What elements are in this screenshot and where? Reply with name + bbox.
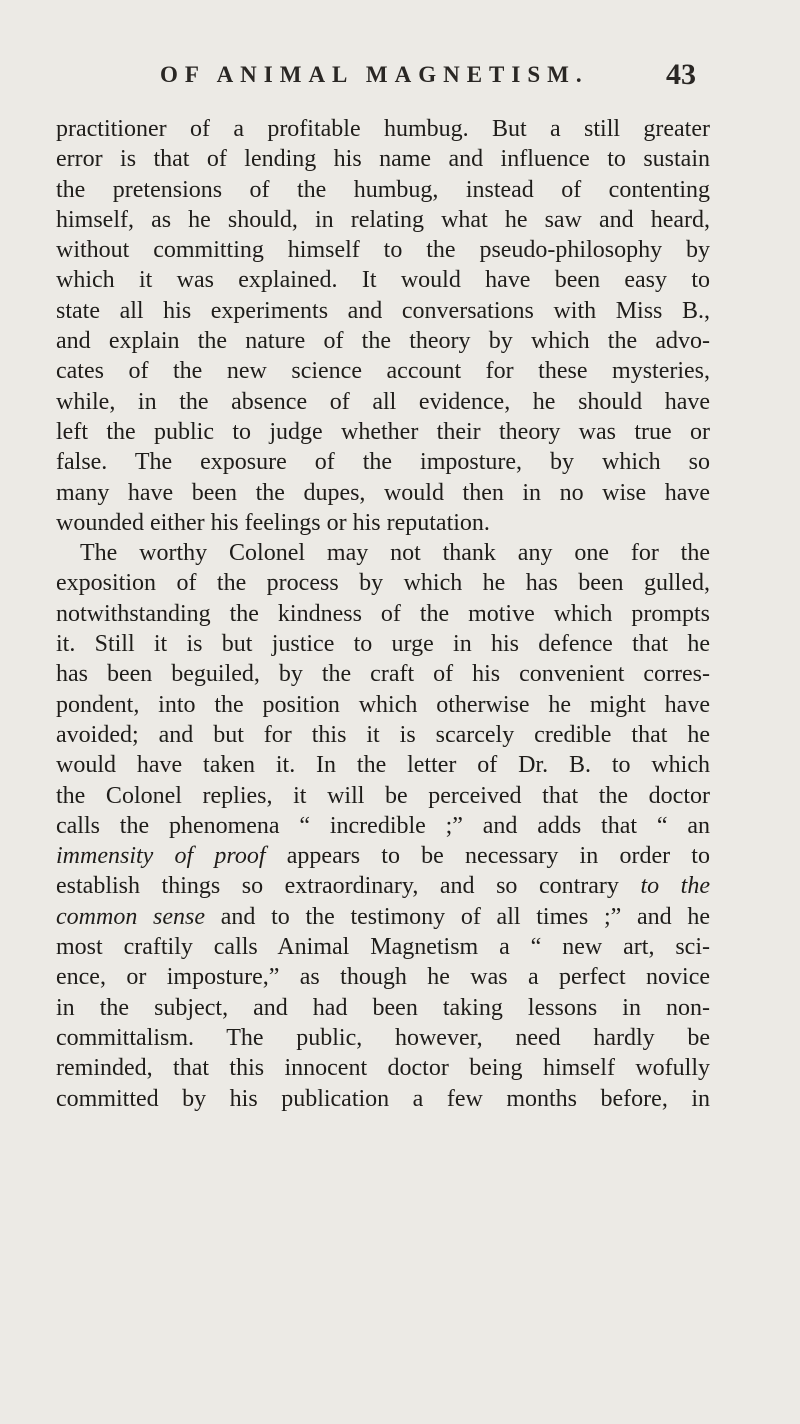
text-line: while, in the absence of all evidence, he should have: [56, 388, 710, 415]
line-rest: and to the testimony of all times ;” and he: [205, 903, 710, 930]
running-head: OF ANIMAL MAGNETISM.: [160, 62, 589, 87]
text-line: exposition of the process by which he has been gulled,: [56, 570, 710, 597]
text-line: the Colonel replies, it will be perceived that the doctor: [56, 782, 710, 809]
text-line: the pretensions of the humbug, instead of contenting: [56, 176, 710, 203]
text-line-paragraph-end: wounded either his feelings or his reputation.: [56, 509, 490, 536]
line-rest: establish things so extraordinary, and so contrary: [56, 873, 641, 900]
text-line: would have taken it. In the letter of Dr. B. to which: [56, 752, 710, 779]
text-line: and explain the nature of the theory by which the advo-: [56, 328, 710, 355]
italic-phrase: immensity of proof: [56, 843, 266, 870]
text-line: committed by his publication a few months before, in: [56, 1085, 710, 1112]
text-line-italic-end: [56, 871, 710, 901]
text-line: calls the phenomena “ incredible ;” and adds that “ an: [56, 812, 710, 839]
text-line: state all his experiments and conversations with Miss B.,: [56, 297, 710, 324]
text-line: himself, as he should, in relating what he saw and heard,: [56, 206, 710, 233]
text-line: notwithstanding the kindness of the motive which prompts: [56, 600, 710, 627]
text-line: many have been the dupes, would then in no wise have: [56, 479, 710, 506]
text-line: false. The exposure of the imposture, by which so: [56, 449, 710, 476]
text-line: most craftily calls Animal Magnetism a “ new art, sci-: [56, 934, 710, 961]
text-line: in the subject, and had been taking lessons in non-: [56, 994, 710, 1021]
text-line-italic-start: [56, 902, 710, 932]
text-line: ence, or imposture,” as though he was a perfect novice: [56, 964, 710, 991]
line-rest: appears to be necessary in order to: [265, 843, 710, 870]
text-line: pondent, into the position which otherwise he might have: [56, 691, 710, 718]
italic-phrase: common sense: [56, 903, 206, 930]
page-number: 43: [666, 58, 696, 91]
text-line: has been beguiled, by the craft of his convenient corres-: [56, 661, 710, 688]
text-line: it. Still it is but justice to urge in his defence that he: [56, 631, 710, 658]
text-line-paragraph-start: The worthy Colonel may not thank any one for the: [80, 540, 710, 567]
text-line: practitioner of a profitable humbug. But a still greater: [56, 116, 710, 142]
text-line: reminded, that this innocent doctor being himself wofully: [56, 1055, 710, 1082]
text-line: cates of the new science account for these mysteries,: [56, 358, 710, 385]
text-line-italic-start: [56, 841, 710, 871]
text-line: error is that of lending his name and influence to sustain: [56, 146, 710, 173]
text-line: without committing himself to the pseudo-philosophy by: [56, 237, 710, 264]
italic-phrase: to the: [640, 873, 710, 900]
text-line: which it was explained. It would have been easy to: [56, 267, 710, 294]
body-text: [56, 114, 710, 1114]
text-line: left the public to judge whether their theory was true or: [56, 418, 710, 445]
text-line: avoided; and but for this it is scarcely credible that he: [56, 721, 710, 748]
page-header: [0, 58, 800, 102]
text-line: committalism. The public, however, need hardly be: [56, 1024, 710, 1051]
